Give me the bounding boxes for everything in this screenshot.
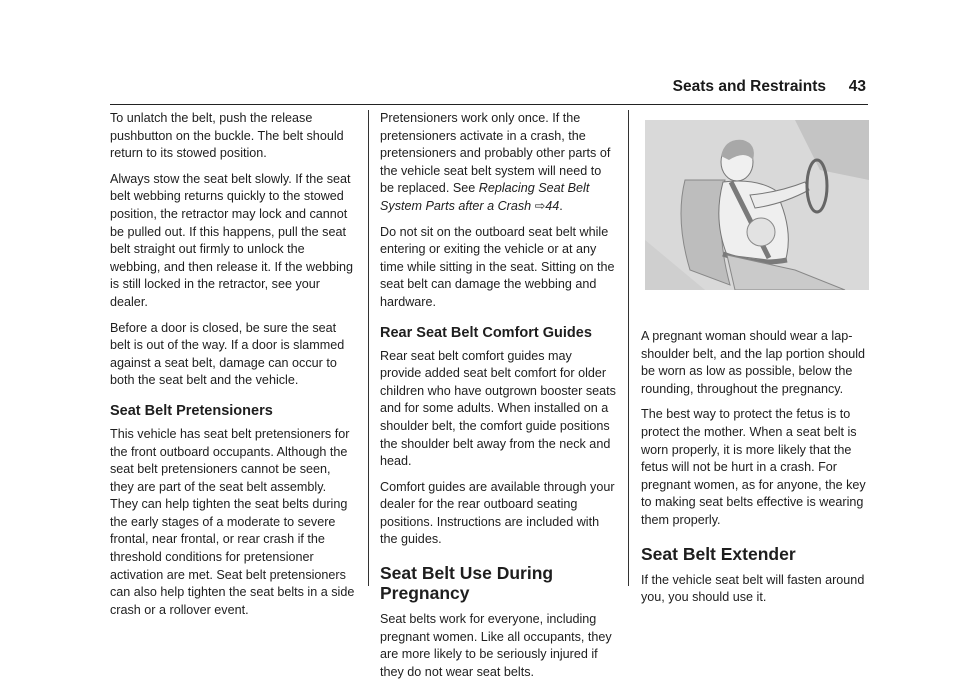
reference-page[interactable]: 44 [545, 198, 560, 213]
paragraph-text: Pretensioners work only once. If the pretensioners activate in a crash, the pretensioners and probably other parts of the vehicle seat belt system will need to be replaced. See [380, 111, 611, 196]
heading-pretensioners: Seat Belt Pretensioners [110, 402, 273, 419]
heading-comfort-guides: Rear Seat Belt Comfort Guides [380, 324, 592, 341]
column-3 [641, 110, 873, 615]
paragraph-stow: Always stow the seat belt slowly. If the seat belt webbing returns quickly to the stowed position, the retractor may lock and cannot be pulled out. If this happens, pull the seat belt straight out firmly to unlock the webbing, and then release it. If the webbing is still locked in the retractor, see your dealer. [110, 171, 353, 309]
paragraph-unlatch: To unlatch the belt, push the release pushbutton on the buckle. The belt should return to its stowed position. [110, 111, 344, 161]
pregnant-driver-illustration [645, 120, 869, 290]
paragraph-extender: If the vehicle seat belt will fasten around you, you should use it. [641, 572, 865, 605]
heading-pregnancy: Seat Belt Use During Pregnancy [380, 563, 554, 604]
paragraph-door: Before a door is closed, be sure the seat belt is out of the way. If a door is slammed against a seat belt, damage can occur to both the seat belt and the vehicle. [110, 320, 345, 388]
paragraph-pregnant-belt: A pregnant woman should wear a lap-shoulder belt, and the lap portion should be worn as low as possible, below the rounding, throughout the pregnancy. [641, 329, 866, 396]
paragraph-comfort-availability: Comfort guides are available through your dealer for the rear outboard seating positions. Instructions are included with the guides. [380, 479, 615, 547]
heading-extender: Seat Belt Extender [641, 543, 796, 564]
period: . [559, 198, 563, 213]
paragraph-pretensioners: This vehicle has seat belt pretensioners for the front outboard occupants. Although the seat belt pretensioners cannot be seen, they are part of the seat belt assembly. They can help tighten the seat belts during the early stages of a moderate to severe frontal, near frontal, or rear crash if the threshold conditions for pretensioner activation are met. Seat belt pretensioners can also help tighten the seat belts in a side crash or a rollover event. [110, 426, 355, 617]
cross-reference-link[interactable]: Replacing Seat Belt System Parts after a Crash [380, 181, 590, 213]
header-divider [110, 104, 868, 105]
arrow-icon: ⇨ [534, 198, 546, 213]
column-2 [380, 110, 616, 689]
page-number: 43 [848, 78, 866, 95]
section-title: Seats and Restraints [672, 78, 826, 95]
column-divider-2 [628, 110, 629, 586]
paragraph-pregnancy: Seat belts work for everyone, including pregnant women. Like all occupants, they are more likely to be seriously injured if they do not wear seat belts. [380, 612, 612, 679]
paragraph-comfort-guides: Rear seat belt comfort guides may provide added seat belt comfort for older children who have outgrown booster seats and for some adults. When installed on a shoulder belt, the comfort guide positions the shoulder belt away from the neck and head. [380, 348, 616, 469]
column-divider-1 [368, 110, 369, 586]
paragraph-do-not-sit: Do not sit on the outboard seat belt while entering or exiting the vehicle or at any time while sitting in the seat. Sitting on the seat belt can damage the webbing and hardware. [380, 224, 615, 309]
column-1 [110, 110, 356, 627]
paragraph-protect-fetus: The best way to protect the fetus is to protect the mother. When a seat belt is worn properly, it is more likely that the fetus will not be hurt in a crash. For pregnant women, as for anyone, the key to making seat belts effective is wearing them properly. [641, 407, 866, 527]
paragraph-pretensioners-once [380, 110, 616, 216]
page-header [110, 78, 868, 100]
